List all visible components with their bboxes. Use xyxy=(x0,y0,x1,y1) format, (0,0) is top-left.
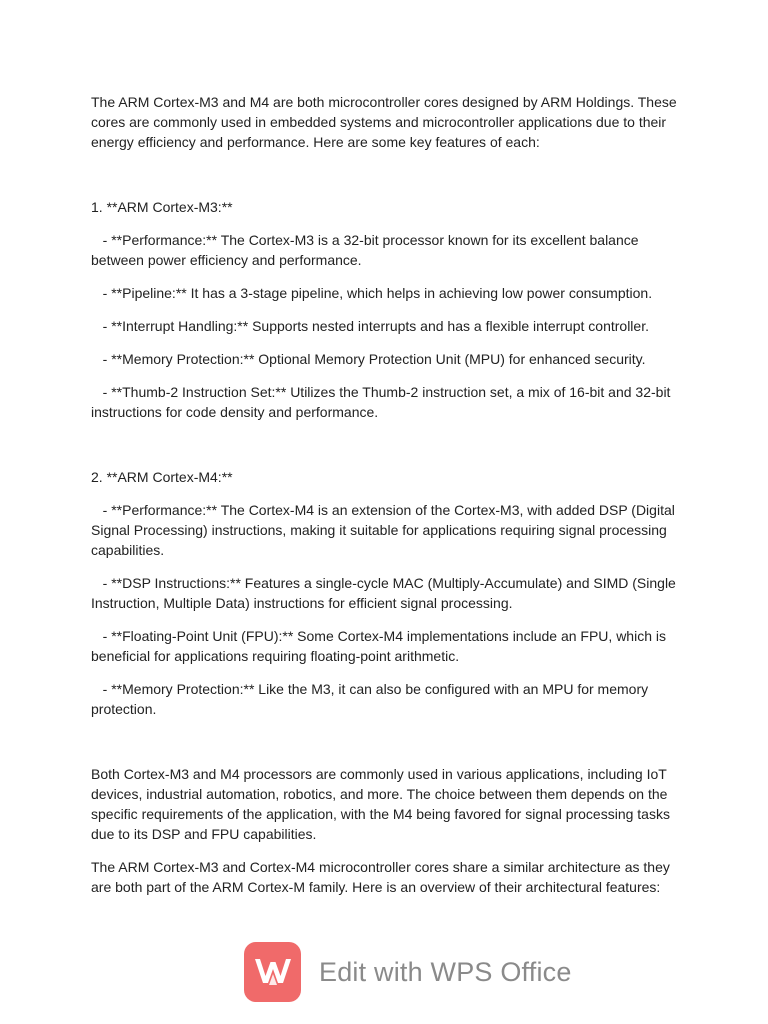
m3-feature-memory-protection xyxy=(91,349,681,369)
list-item-text: - **Performance:** The Cortex-M3 is a 32-bit processor known for its excellent balance between power efficiency and performance. xyxy=(91,232,639,268)
section-heading-m3: 1. **ARM Cortex-M3:** xyxy=(91,199,233,215)
m3-feature-interrupt xyxy=(91,316,681,336)
list-item-text: - **Pipeline:** It has a 3-stage pipeline, which helps in achieving low power consumption. xyxy=(102,285,653,301)
m4-feature-performance xyxy=(91,500,681,560)
edit-with-wps-banner[interactable] xyxy=(244,942,572,1002)
closing-paragraph: The ARM Cortex-M3 and Cortex-M4 microcontroller cores share a similar architecture as they are both part of the ARM Cortex-M family. Here is an overview of their architectural features: xyxy=(91,859,670,895)
list-item-text: - **Memory Protection:** Optional Memory Protection Unit (MPU) for enhanced security. xyxy=(102,351,646,367)
list-item-text: - **Performance:** The Cortex-M4 is an extension of the Cortex-M3, with added DSP (Digital Signal Processing) instructions, making it suitable for applications requiring signal processing capabilities. xyxy=(91,502,675,558)
section-heading-m4: 2. **ARM Cortex-M4:** xyxy=(91,469,233,485)
m4-feature-dsp xyxy=(91,573,681,613)
m4-feature-fpu xyxy=(91,626,681,666)
list-item-text: - **Memory Protection:** Like the M3, it can also be configured with an MPU for memory protection. xyxy=(91,681,649,717)
edit-with-wps-label[interactable]: Edit with WPS Office xyxy=(319,956,572,987)
m3-feature-thumb2 xyxy=(91,382,681,422)
list-item-text: - **Interrupt Handling:** Supports nested interrupts and has a flexible interrupt controller. xyxy=(102,318,649,334)
summary-paragraph: Both Cortex-M3 and M4 processors are commonly used in various applications, including IoT devices, industrial automation, robotics, and more. The choice between them depends on the specific requirements of the application, with the M4 being favored for signal processing tasks due to its DSP and FPU capabilities. xyxy=(91,766,670,842)
list-item-text: - **Floating-Point Unit (FPU):** Some Cortex-M4 implementations include an FPU, which is beneficial for applications requiring floating-point arithmetic. xyxy=(91,628,666,664)
wps-logo-glyph xyxy=(253,956,293,988)
document-body xyxy=(91,92,681,897)
intro-paragraph: The ARM Cortex-M3 and M4 are both microcontroller cores designed by ARM Holdings. These cores are commonly used in embedded systems and microcontroller applications due to their energy efficiency and performance. Here are some key features of each: xyxy=(91,94,677,150)
list-item-text: - **Thumb-2 Instruction Set:** Utilizes the Thumb-2 instruction set, a mix of 16-bit and 32-bit instructions for code density and performance. xyxy=(91,384,671,420)
wps-logo-icon xyxy=(244,942,301,1002)
m3-feature-pipeline xyxy=(91,283,681,303)
m4-feature-memory-protection xyxy=(91,679,681,719)
list-item-text: - **DSP Instructions:** Features a single-cycle MAC (Multiply-Accumulate) and SIMD (Single Instruction, Multiple Data) instructions for efficient signal processing. xyxy=(91,575,676,611)
m3-feature-performance xyxy=(91,230,681,270)
